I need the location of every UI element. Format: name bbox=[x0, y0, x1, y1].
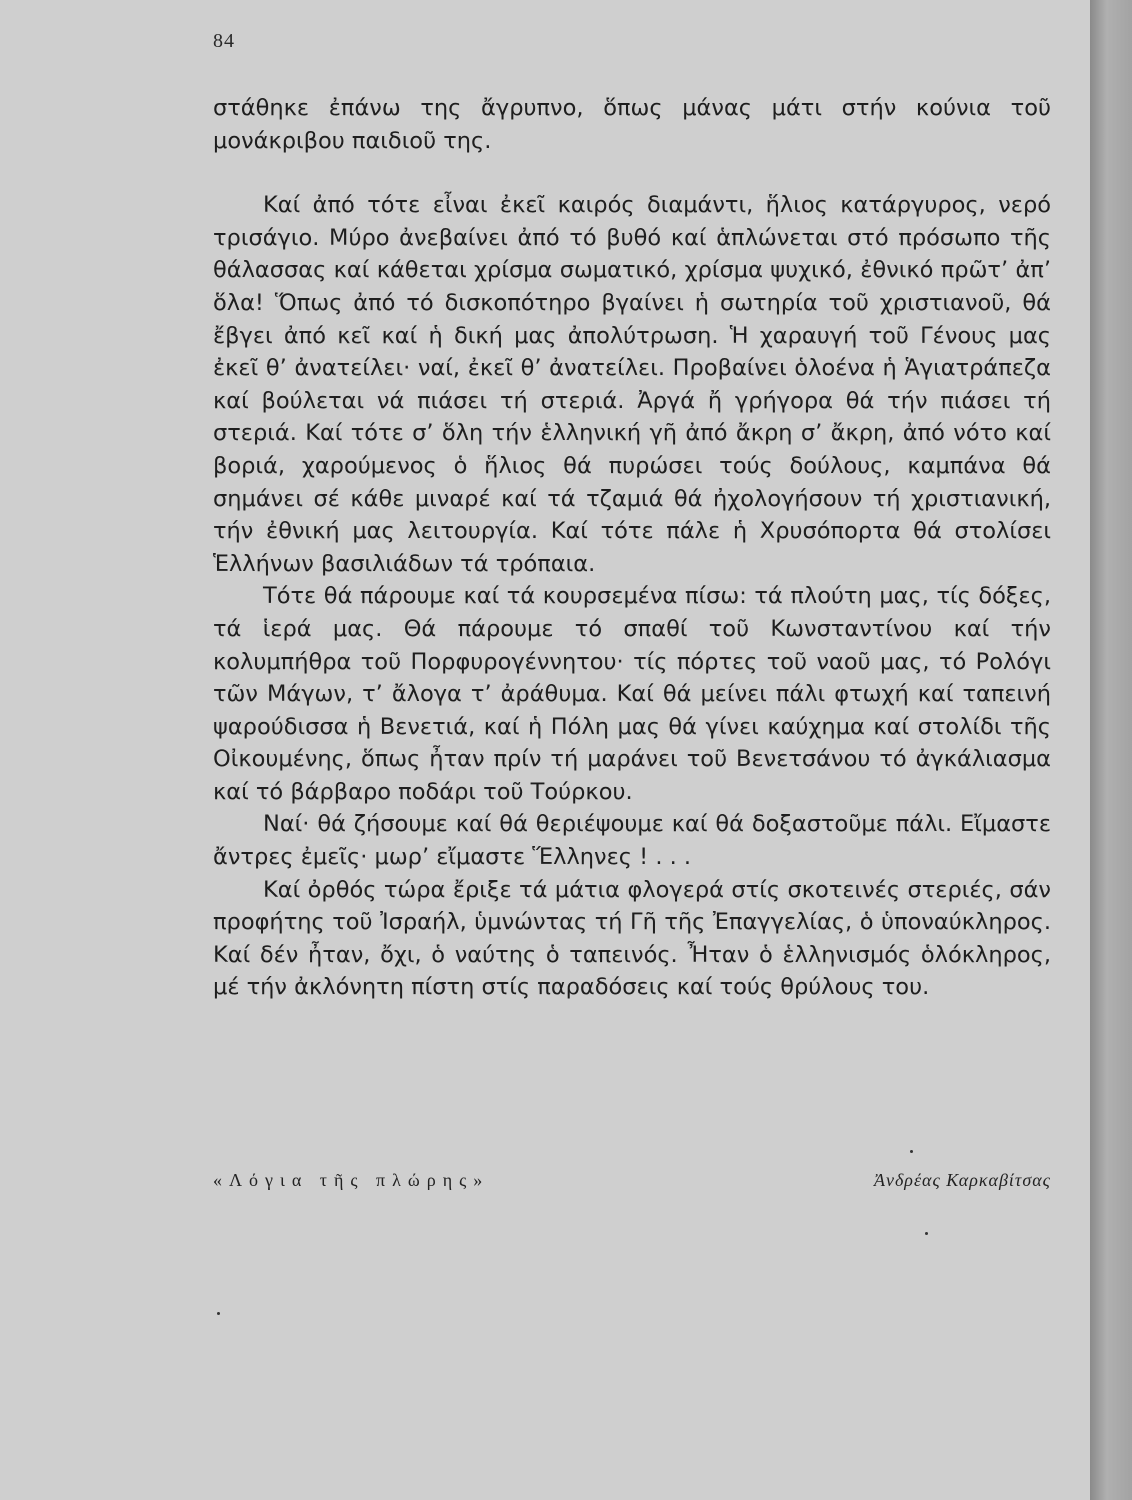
paragraph-1: στάθηκε ἐπάνω της ἄγρυπνο, ὅπως μάνας μάτι στήν κούνια τοῦ μονάκριβου παιδιοῦ της. bbox=[213, 95, 1051, 154]
ink-speck bbox=[910, 1150, 913, 1153]
body-text bbox=[213, 92, 1051, 1004]
source-attribution bbox=[213, 1170, 1051, 1200]
paragraph-2: Καί ἀπό τότε εἶναι ἐκεῖ καιρός διαμάντι, ἥλιος κατάργυρος, νερό τρισάγιο. Μύρο ἀνεβαίνει ἀπό τό βυθό καί ἁπλώνεται στό πρόσωπο τῆς θάλασσας καί κάθεται χρίσμα σωματικό, χρίσμα ψυχικό, ἐθνικό πρῶτ’ ἀπ’ ὅλα! Ὅπως ἀπό τό δισκοπότηρο βγαίνει ἡ σωτηρία τοῦ χριστιανοῦ, θά ἔβγει ἀπό κεῖ καί ἡ δική μας ἀπολύτρωση. Ἡ χαραυγή τοῦ Γένους μας ἐκεῖ θ’ ἀνατείλει· ναί, ἐκεῖ θ’ ἀνατείλει. Προβαίνει ὁλοένα ἡ Ἁγιατράπεζα καί βούλεται νά πιάσει τή στεριά. Ἀργά ἤ γρήγορα θά τήν πιάσει τή στεριά. Καί τότε σ’ ὅλη τήν ἑλληνική γῆ ἀπό ἄκρη σ’ ἄκρη, ἀπό νότο καί βοριά, χαρούμενος ὁ ἥλιος θά πυρώσει τούς δούλους, καμπάνα θά σημάνει σέ κάθε μιναρέ καί τά τζαμιά θά ἠχολογήσουν τή χριστιανική, τήν ἐθνική μας λειτουργία. Καί τότε πάλε ἡ Χρυσόπορτα θά στολίσει Ἑλλήνων βασιλιάδων τά τρόπαια. bbox=[213, 192, 1051, 577]
ink-speck bbox=[217, 1312, 220, 1315]
paragraph-3: Τότε θά πάρουμε καί τά κουρσεμένα πίσω: τά πλούτη μας, τίς δόξες, τά ἱερά μας. Θά πάρουμε τό σπαθί τοῦ Κωνσταντίνου καί τήν κολυμπήθρα τοῦ Πορφυρογέννητου· τίς πόρτες τοῦ ναοῦ μας, τό Ρολόγι τῶν Μάγων, τ’ ἄλογα τ’ ἀράθυμα. Καί θά μείνει πάλι φτωχή καί ταπεινή ψαρούδισσα ἡ Βενετιά, καί ἡ Πόλη μας θά γίνει καύχημα καί στολίδι τῆς Οἰκουμένης, ὅπως ἦταν πρίν τή μαράνει τοῦ Βενετσάνου τό ἀγκάλιασμα καί τό βάρβαρο ποδάρι τοῦ Τούρκου. bbox=[213, 583, 1051, 805]
source-title: «Λόγια τῆς πλώρης» bbox=[213, 1170, 490, 1190]
adjacent-page-edge bbox=[1090, 0, 1132, 1500]
page-number: 84 bbox=[213, 30, 235, 52]
author-name: Ἀνδρέας Καρκαβίτσας bbox=[873, 1170, 1051, 1190]
paragraph-4: Ναί· θά ζήσουμε καί θά θεριέψουμε καί θά δοξαστοῦμε πάλι. Εἴμαστε ἄντρες ἐμεῖς· μωρ’ εἴμαστε Ἕλληνες ! . . . bbox=[213, 811, 1051, 871]
paragraph-5: Καί ὀρθός τώρα ἔριξε τά μάτια φλογερά στίς σκοτεινές στεριές, σάν προφήτης τοῦ Ἰσραήλ, ὑμνώντας τή Γῆ τῆς Ἐπαγγελίας, ὁ ὑποναύκληρος. Καί δέν ἦταν, ὄχι, ὁ ναύτης ὁ ταπεινός. Ἦταν ὁ ἑλληνισμός ὁλόκληρος, μέ τήν ἀκλόνητη πίστη στίς παραδόσεις καί τούς θρύλους του. bbox=[213, 876, 1051, 1001]
ink-speck bbox=[925, 1232, 928, 1235]
